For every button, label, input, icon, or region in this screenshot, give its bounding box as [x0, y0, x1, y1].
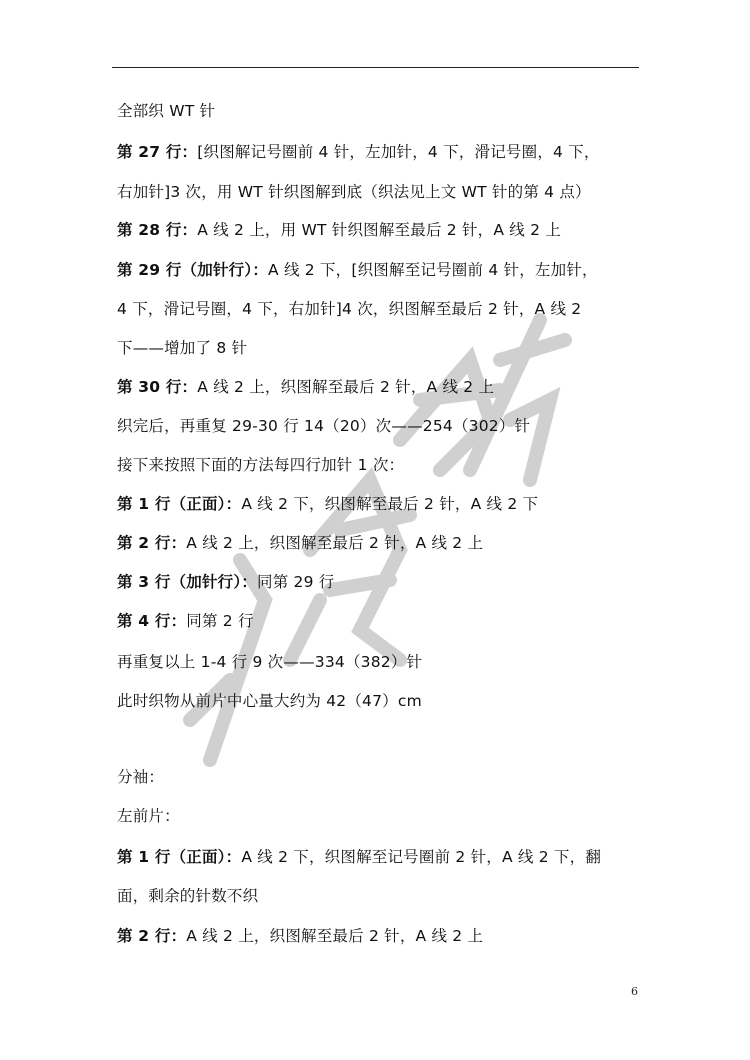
text-line-10: 接下来按照下面的方法每四行加针 1 次：: [117, 456, 405, 474]
header-rule: [112, 67, 639, 68]
text-line-12: 第 2 行：A 线 2 上，织图解至最后 2 针，A 线 2 上: [117, 534, 484, 552]
text-line-7: 下——增加了 8 针: [117, 339, 248, 357]
text-line-15: 再重复以上 1-4 行 9 次——334（382）针: [117, 653, 423, 671]
subsection-heading-left-front: 左前片：: [117, 807, 180, 825]
text-line-8: 第 30 行：A 线 2 上，织图解至最后 2 针，A 线 2 上: [117, 378, 495, 396]
text-line-1: 全部织 WT 针: [117, 102, 216, 120]
text-line-11: 第 1 行（正面）：A 线 2 下，织图解至最后 2 针，A 线 2 下: [117, 495, 539, 513]
text-line-14: 第 4 行：同第 2 行: [117, 612, 254, 630]
page-number: 6: [631, 985, 638, 998]
text-line-4: 第 28 行：A 线 2 上，用 WT 针织图解至最后 2 针，A 线 2 上: [117, 221, 562, 239]
text-line-3: 右加针]3 次，用 WT 针织图解到底（织法见上文 WT 针的第 4 点）: [117, 183, 591, 201]
text-line-13: 第 3 行（加针行）：同第 29 行: [117, 573, 335, 591]
text-line-6: 4 下，滑记号圈，4 下，右加针]4 次，织图解至最后 2 针，A 线 2: [117, 300, 582, 318]
text-line-9: 织完后，再重复 29-30 行 14（20）次——254（302）针: [117, 417, 531, 435]
section-heading-sleeves: 分袖：: [117, 768, 165, 786]
text-line-19: 第 1 行（正面）：A 线 2 下，织图解至记号圈前 2 针，A 线 2 下，翻: [117, 848, 602, 866]
text-line-5: 第 29 行（加针行）：A 线 2 下，[织图解至记号圈前 4 针，左加针，: [117, 261, 598, 279]
text-line-16: 此时织物从前片中心量大约为 42（47）cm: [117, 692, 422, 710]
text-line-21: 第 2 行：A 线 2 上，织图解至最后 2 针，A 线 2 上: [117, 927, 484, 945]
text-line-20: 面，剩余的针数不织: [117, 887, 259, 905]
text-line-2: 第 27 行：[织图解记号圈前 4 针，左加针，4 下，滑记号圈，4 下，: [117, 143, 600, 161]
